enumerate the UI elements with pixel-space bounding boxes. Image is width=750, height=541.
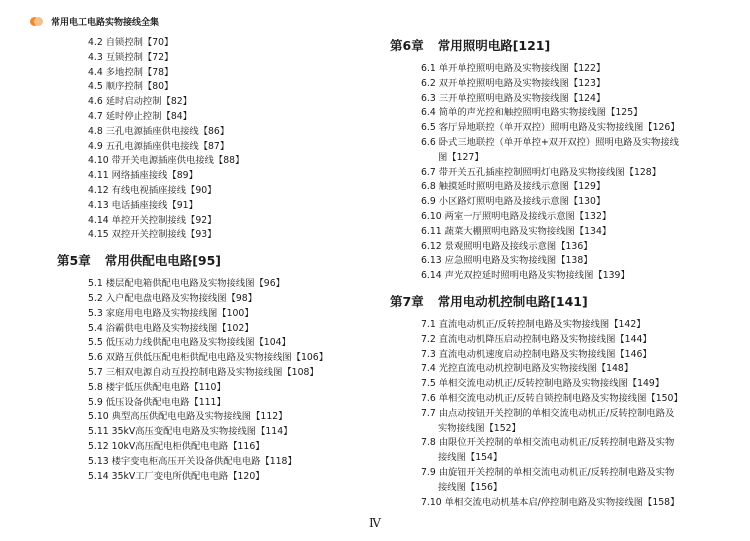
toc-entry[interactable]: 6.5 客厅异地联控（单开双控）照明电路及实物接线图【126】	[421, 122, 680, 134]
toc-entry[interactable]: 6.12 景观照明电路及接线示意图【136】	[421, 240, 593, 252]
toc-entry[interactable]: 7.4 光控直流电动机控制电路及实物接线图【148】	[421, 363, 634, 375]
toc-entry[interactable]: 6.2 双开单控照明电路及实物接线图【123】	[421, 77, 606, 89]
chapter7-title: 常用电动机控制电路[141]	[437, 293, 588, 309]
chapter6-entries	[390, 62, 710, 284]
toc-entry[interactable]: 5.13 楼宇变电柜高压开关设备供配电电路【118】	[88, 455, 297, 467]
toc-entry[interactable]: 6.9 小区路灯照明电路及接线示意图【130】	[421, 196, 606, 208]
toc-entry[interactable]: 4.8 三孔电源插座供电接线【86】	[88, 125, 230, 137]
toc-entry[interactable]: 5.6 双路互供低压配电柜供配电电路及实物接线图【106】	[88, 352, 329, 364]
chapter4-entries	[57, 36, 357, 243]
toc-entry[interactable]: 7.7 由点动按钮开关控制的单相交流电动机正/反转控制电路及	[421, 407, 675, 419]
toc-entry[interactable]: 6.7 带开关五孔插座控制照明灯电路及实物接线图【128】	[421, 166, 662, 178]
toc-entry[interactable]: 5.12 10kV高压配电柜供配电电路【116】	[88, 440, 265, 452]
toc-entry[interactable]: 7.10 单相交流电动机基本启/停控制电路及实物接线图【158】	[421, 496, 680, 508]
header-title: 常用电工电路实物接线全集	[51, 17, 160, 28]
chapter5-entries	[57, 277, 357, 484]
chapter5-title: 常用供配电电路[95]	[104, 253, 222, 269]
page-number: Ⅳ	[369, 516, 381, 530]
toc-entry[interactable]: 6.4 简单的声光控和触控照明电路实物接线图【125】	[421, 107, 643, 119]
toc-entry[interactable]: 4.2 自锁控制【70】	[88, 37, 174, 48]
toc-entry[interactable]: 6.6 卧式三地联控（单开单控+双开双控）照明电路及实物接线	[421, 136, 679, 148]
toc-entry[interactable]: 7.6 单相交流电动机正/反转自锁控制电路及实物接线图【150】	[421, 392, 683, 404]
toc-entry-continuation[interactable]: 接线图【154】	[438, 452, 503, 464]
chapter7-number: 第7章	[390, 293, 424, 309]
toc-entry[interactable]: 4.5 顺序控制【80】	[88, 81, 174, 93]
chapter6-number: 第6章	[390, 38, 424, 53]
toc-entry[interactable]: 5.5 低压动力线供配电电路及实物接线图【104】	[88, 337, 291, 349]
toc-entry[interactable]: 5.11 35kV高压变配电电路及实物接线图【114】	[88, 426, 293, 438]
toc-entry[interactable]: 5.9 低压设备供配电电路【111】	[88, 396, 226, 408]
toc-entry[interactable]: 7.5 单相交流电动机正/反转控制电路及实物接线图【149】	[421, 378, 665, 390]
toc-entry-continuation[interactable]: 接线图【156】	[438, 481, 503, 493]
toc-entry[interactable]: 4.15 双控开关控制接线【93】	[88, 229, 217, 241]
toc-entry[interactable]: 4.14 单控开关控制接线【92】	[88, 214, 217, 226]
chapter5-number: 第5章	[57, 253, 91, 269]
toc-entry[interactable]: 4.11 网络插座接线【89】	[88, 170, 198, 182]
toc-entry[interactable]: 4.7 延时停止控制【84】	[88, 110, 192, 122]
toc-entry[interactable]: 7.9 由旋钮开关控制的单相交流电动机正/反转控制电路及实物	[421, 466, 675, 478]
toc-entry[interactable]: 5.3 家庭用电电路及实物接线图【100】	[88, 307, 254, 319]
chapter6-title: 常用照明电路[121]	[437, 38, 551, 53]
chapter6-heading[interactable]	[390, 36, 710, 56]
toc-entry[interactable]: 5.1 楼层配电箱供配电电路及实物接线图【96】	[88, 278, 285, 290]
chapter5-heading[interactable]	[57, 251, 357, 271]
toc-entry[interactable]: 6.3 三开单控照明电路及实物接线图【124】	[421, 92, 606, 104]
toc-entry[interactable]: 4.10 带开关电源插座供电接线【88】	[88, 155, 245, 167]
toc-entry[interactable]: 6.10 两室一厅照明电路及接线示意图【132】	[421, 210, 612, 222]
orange-dot-shadow-icon	[34, 17, 43, 26]
toc-entry[interactable]: 6.1 单开单控照明电路及实物接线图【122】	[421, 63, 606, 74]
toc-left-column	[57, 36, 357, 484]
toc-entry[interactable]: 5.4 浴霸供电电路及实物接线图【102】	[88, 322, 254, 334]
toc-entry[interactable]: 6.14 声光双控延时照明电路及实物接线图【139】	[421, 270, 630, 282]
toc-entry-continuation[interactable]: 图【127】	[438, 151, 484, 163]
toc-entry[interactable]: 5.2 入户配电盘电路及实物接线图【98】	[88, 292, 258, 304]
toc-entry[interactable]: 5.10 典型高压供配电电路及实物接线图【112】	[88, 411, 288, 423]
toc-entry[interactable]: 4.9 五孔电源插座供电接线【87】	[88, 140, 230, 152]
toc-entry[interactable]: 4.12 有线电视插座接线【90】	[88, 184, 217, 196]
chapter7-heading[interactable]	[390, 292, 710, 312]
toc-right-column	[390, 36, 710, 510]
toc-entry[interactable]: 4.3 互锁控制【72】	[88, 51, 174, 63]
toc-entry[interactable]: 7.1 直流电动机正/反转控制电路及实物接线图【142】	[421, 318, 646, 330]
toc-entry-continuation[interactable]: 实物接线图【152】	[438, 422, 521, 434]
toc-entry[interactable]: 5.8 楼宇低压供配电电路【110】	[88, 381, 226, 393]
toc-entry[interactable]: 7.8 由限位开关控制的单相交流电动机正/反转控制电路及实物	[421, 437, 675, 449]
toc-entry[interactable]: 4.13 电话插座接线【91】	[88, 199, 198, 211]
chapter7-entries	[390, 318, 710, 510]
toc-entry[interactable]: 6.8 触摸延时照明电路及接线示意图【129】	[421, 181, 606, 193]
page-header	[30, 12, 159, 30]
toc-entry[interactable]: 5.7 三相双电源自动互投控制电路及实物接线图【108】	[88, 366, 319, 378]
toc-entry[interactable]: 5.14 35kV工厂变电所供配电电路【120】	[88, 470, 265, 482]
toc-entry[interactable]: 4.4 多地控制【78】	[88, 66, 174, 78]
toc-entry[interactable]: 7.2 直流电动机降压启动控制电路及实物接线图【144】	[421, 333, 652, 345]
toc-entry[interactable]: 4.6 延时启动控制【82】	[88, 96, 192, 108]
toc-entry[interactable]: 6.11 蔬菜大棚照明电路及实物接线图【134】	[421, 225, 612, 237]
toc-entry[interactable]: 7.3 直流电动机速度启动控制电路及实物接线图【146】	[421, 348, 652, 360]
toc-entry[interactable]: 6.13 应急照明电路及实物接线图【138】	[421, 255, 593, 267]
